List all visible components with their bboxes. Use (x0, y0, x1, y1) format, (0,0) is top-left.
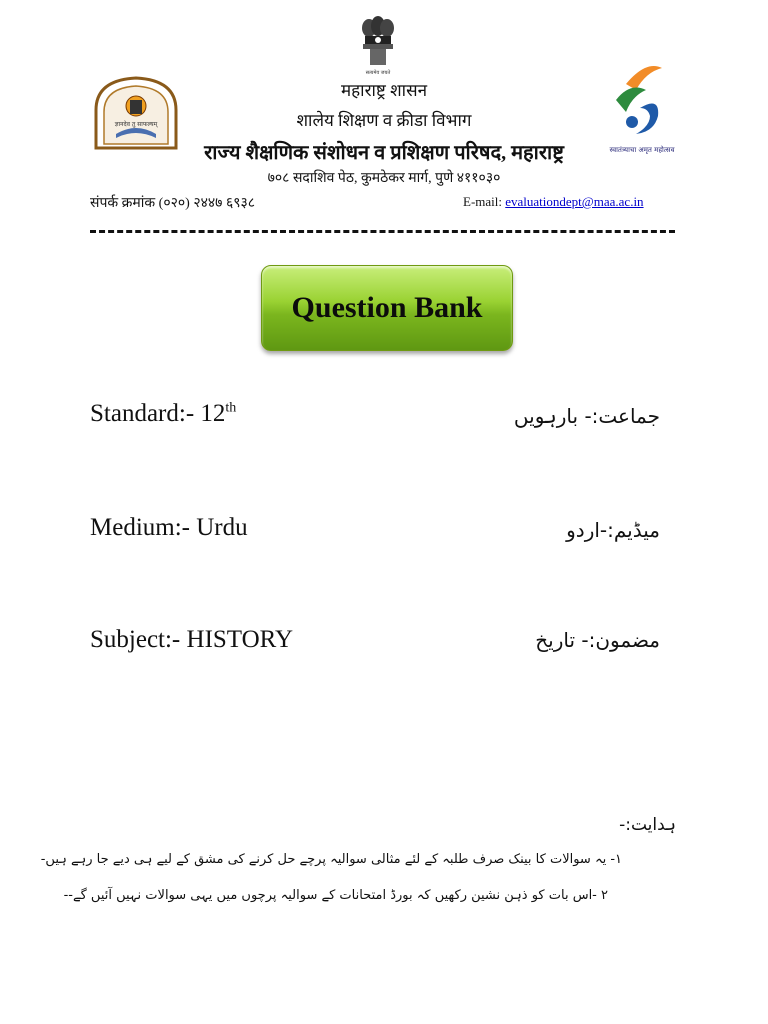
standard-label: Standard:- 12 (90, 400, 226, 427)
email-row (463, 194, 644, 210)
question-bank-title: Question Bank (291, 291, 483, 324)
standard-suffix: th (225, 400, 237, 416)
email-link[interactable]: evaluationdept@maa.ac.in (505, 194, 644, 209)
contact-number: संपर्क क्रमांक (०२०) २४४७ ६९३८ (90, 196, 256, 211)
subject-field: Subject:- HISTORY (90, 626, 294, 653)
standard-field (90, 400, 236, 428)
medium-field: Medium:- Urdu (90, 514, 248, 541)
ashoka-emblem-icon (358, 14, 398, 78)
instruction-line-1: ۱- یہ سوالات کا بینک صرف طلبہ کے لئے مثالی سوالیہ پرچے حل کرنے کی مشق کے لیے ہی دیے جا رہے ہیں- (40, 852, 622, 867)
header-department: शालेय शिक्षण व क्रीडा विभाग (296, 111, 472, 130)
instruction-line-2: ۲ -اس بات کو ذہن نشین رکھیں کہ بورڈ امتحانات کے سوالیہ پرچوں میں یہی سوالات نہیں آئیں گے-- (63, 888, 608, 903)
header-address: ७०८ सदाशिव पेठ, कुमठेकर मार्ग, पुणे ४११०३० (267, 171, 501, 186)
left-logo-motto: ज्ञानदेव तु साफल्यम् (114, 121, 158, 128)
emblem-motto: सत्यमेव जयते (365, 70, 391, 76)
instructions-heading: ہدایت:- (619, 815, 676, 835)
header-state-government: महाराष्ट्र शासन (340, 81, 428, 100)
question-bank-banner (261, 265, 513, 351)
medium-urdu: میڈیم:-اردو (566, 518, 660, 542)
header-divider (90, 230, 675, 233)
standard-urdu: جماعت:- بارہویں (513, 404, 660, 428)
subject-urdu: مضمون:- تاریخ (535, 628, 660, 652)
email-label: E-mail: (463, 194, 502, 209)
right-logo-tagline: स्वातंत्र्याचा अमृत महोत्सव (609, 146, 675, 154)
header-council-name: राज्य शैक्षणिक संशोधन व प्रशिक्षण परिषद, महाराष्ट्र (204, 142, 564, 164)
